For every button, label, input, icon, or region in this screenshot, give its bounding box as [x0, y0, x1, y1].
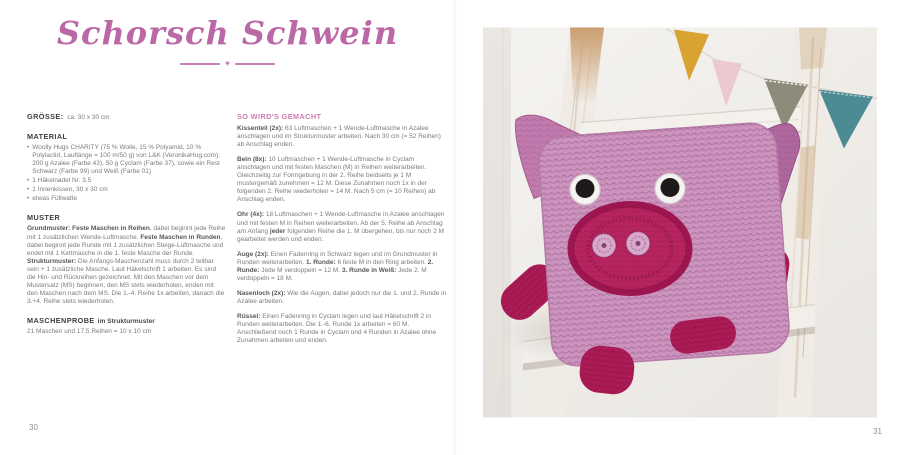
page-right — [455, 0, 910, 455]
divider-line — [235, 63, 275, 65]
page-number-left: 30 — [29, 423, 38, 432]
term-label: Strukturmuster: — [27, 257, 77, 265]
body-text: folgenden Reihe die 1. M übergehen, bis nur noch 2 M gearbeitet werden und enden. — [237, 227, 445, 243]
body-text: 6 feste M in den Ring arbeiten. — [335, 258, 428, 266]
column-instructions — [237, 112, 447, 352]
pattern-paragraph — [27, 225, 226, 305]
body-text: , dabei beginnt jede Runde mit 1 zusätzlichen Steige-Luftmasche und endet mit 1 Kettmasche in die 1. feste Masche der Runde. — [27, 233, 224, 257]
gauge-subheading: im Strukturmuster — [97, 317, 155, 325]
list-item-text: 1 Häkelnadel Nr. 3,5 — [32, 177, 92, 185]
pig-eye-right — [655, 174, 685, 204]
body-text: 18 Luftmaschen + 1 Wende-Luftmasche in Azalee anschlagen und mit festen M in Reihen weiterarbeiten. Ab der 5. Reihe ab Anschlag am Anfang — [237, 211, 445, 235]
bullet-icon: • — [27, 195, 30, 203]
gauge-heading: MASCHENPROBE — [27, 315, 95, 325]
term-label: Auge (2x): — [237, 250, 269, 258]
list-item — [27, 195, 226, 203]
paragraph-bein — [237, 156, 447, 204]
body-text: Jede 2. M verdoppeln = 18 M. — [237, 266, 427, 282]
list-item-text: Woolly Hugs CHARITY (75 % Wolle, 15 % Polyamid, 10 % Polylactid, Lauflänge = 100 m/50 g) von L&K (VeronikaHug.com); 200 g Azalee (Farbe 43), 50 g Cyclam (Farbe 37), sowie ein Rest Schwarz (Farbe 99) und Weiß (Farbe 01) — [32, 144, 220, 176]
paragraph-kissenteil — [237, 125, 447, 149]
material-list — [27, 144, 226, 203]
body-text: 10 Luftmaschen + 1 Wende-Luftmasche in Cyclam anschlagen und mit festen Maschen (M) in Reihen weiterarbeiten. Gleichzeitig zur Formgebung in der 2. Reihe beidseits je 1 M mustergemäß zunehmen = 12 M. Diese Zunahmen noch 1x in der folgenden 2. Reihe wiederholen = 14 M. Nach 5 cm (= 10 Reihen) ab Anschlag enden. — [237, 156, 436, 204]
term-label: Nasenloch (2x): — [237, 289, 286, 297]
page-number-right: 31 — [873, 427, 882, 436]
term-label: jeder — [269, 227, 286, 235]
gauge-heading-row — [27, 316, 226, 326]
list-item-text: etwas Füllwatte — [32, 195, 78, 203]
size-value: ca. 30 x 30 cm — [67, 114, 110, 121]
term-label: Ohr (4x): — [237, 211, 265, 219]
body-text: Die Anfangs-Maschenzahl muss durch 2 teilbar sein + 1 zusätzliche Masche. Laut Häkelschrift 1 arbeiten. Es sind die Hin- und Rückreihen gezeichnet. Mit den Maschen vor dem Mustersatz (MS) beginnen, den MS stets wiederholen, enden mit den Maschen nach dem MS. Die 1.-4. Reihe 1x arbeiten, danach die 3.+4. Reihe stets wiederholen. — [27, 257, 225, 305]
pig-pillow-photo — [483, 27, 877, 418]
divider-line — [180, 63, 220, 65]
paragraph-ruessel — [237, 313, 447, 345]
body-text: Jede M verdoppeln = 12 M. — [259, 266, 342, 274]
howto-heading: SO WIRD'S GEMACHT — [237, 112, 322, 121]
list-item — [27, 177, 226, 185]
term-label: 1. Runde: — [306, 258, 336, 266]
title-divider — [0, 60, 455, 68]
list-item — [27, 144, 226, 176]
term-label: Grundmuster: Feste Maschen in Reihen — [27, 225, 150, 233]
muster-heading: MUSTER — [27, 213, 61, 223]
bullet-icon: • — [27, 186, 30, 194]
body-text: 63 Luftmaschen + 1 Wende-Luftmasche in Azalee anschlagen und im Strukturmuster arbeiten. Nach 30 cm (= 52 Reihen) ab Anschlag enden. — [237, 125, 441, 149]
gauge-text: 21 Maschen und 17,5 Reihen = 10 x 10 cm — [27, 328, 152, 336]
term-label: Bein (8x): — [237, 156, 267, 164]
term-label: 3. Runde in Weiß: — [341, 266, 397, 274]
title-block — [0, 14, 455, 68]
list-item — [27, 186, 226, 194]
body-text: Einen Fadenring in Cyclam legen und laut Häkelschrift 2 in Runden weiterarbeiten. Die 1.-6. Runde 1x arbeiten = 60 M. Anschließend noch 1 Runde in Cyclam und 4 Runden in Azalee ohne Zunahmen arbeiten und enden. — [237, 312, 437, 345]
term-label: Kissenteil (2x): — [237, 125, 284, 133]
heart-icon: ♥ — [225, 59, 230, 68]
bullet-icon: • — [27, 177, 30, 185]
page-title: Schorsch Schwein — [56, 14, 399, 52]
paragraph-ohr — [237, 211, 447, 243]
bullet-icon: • — [27, 144, 30, 152]
paragraph-nasenloch — [237, 290, 447, 306]
material-heading: MATERIAL — [27, 132, 68, 142]
list-item-text: 1 Innenkissen, 30 x 30 cm — [32, 186, 108, 194]
term-label: Feste Maschen in Runden — [140, 233, 221, 241]
term-label: 2. Runde: — [237, 258, 434, 274]
pig-snout — [571, 205, 689, 293]
column-materials — [27, 112, 226, 336]
term-label: Rüssel: — [237, 312, 261, 320]
size-line — [27, 112, 226, 122]
body-text: , dabei beginnt jede Reihe mit 1 zusätzlichen Wende-Luftmasche. — [27, 225, 226, 241]
pig-eye-left — [570, 175, 600, 205]
body-text: Einen Fadenring in Schwarz legen und im Grundmuster in Runden weiterarbeiten. — [237, 250, 438, 266]
paragraph-auge — [237, 251, 447, 283]
size-heading: GRÖSSE: — [27, 112, 64, 121]
body-text: Wie die Augen, dabei jedoch nur die 1. und 2. Runde in Azalee arbeiten. — [237, 289, 447, 305]
